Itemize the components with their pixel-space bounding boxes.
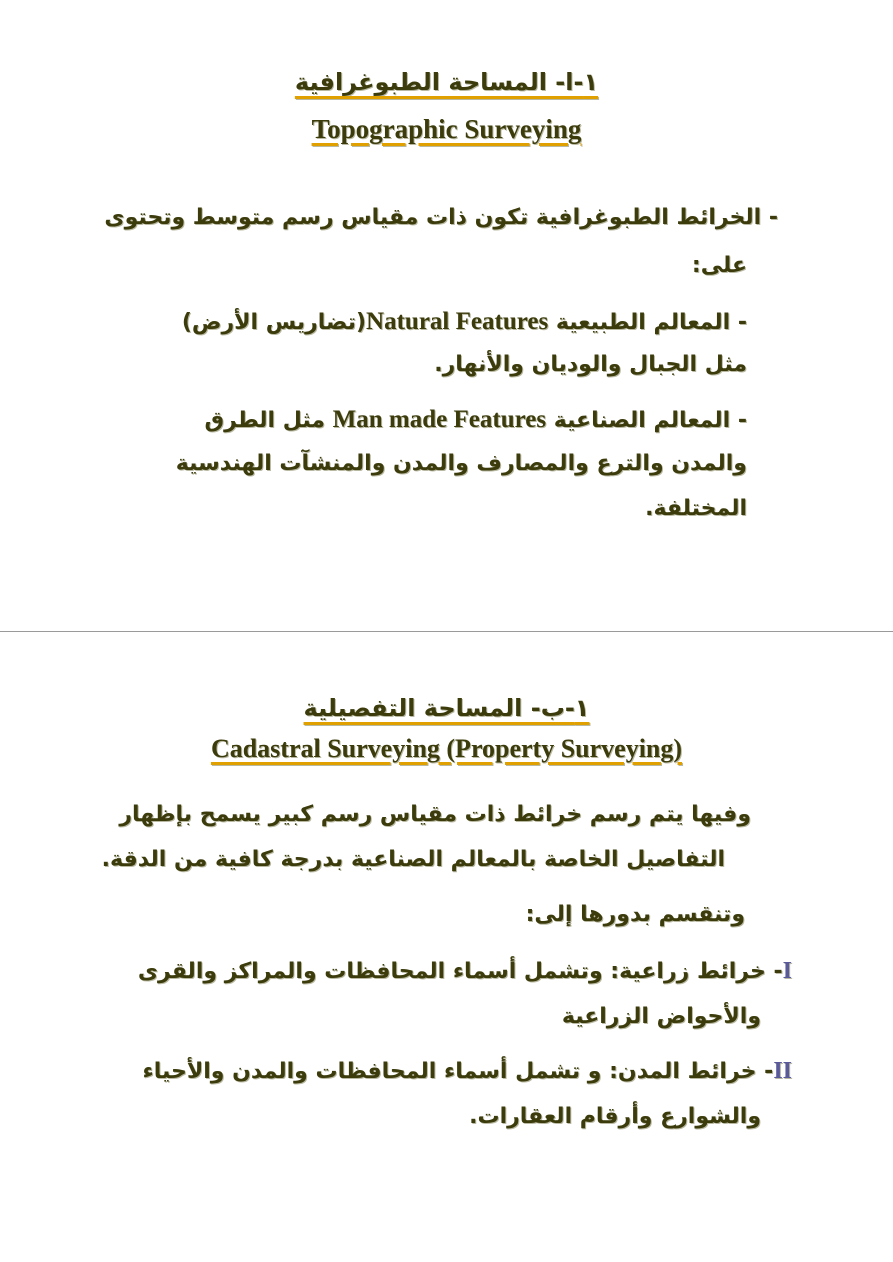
natural-prefix: - المعالم الطبيعية — [548, 310, 747, 335]
slide2-item2-line2: والشوارع وأرقام العقارات. — [469, 1104, 761, 1129]
slide1-natural-features-line1 — [182, 308, 747, 336]
slide2-item2-line1 — [143, 1058, 793, 1085]
title-english-block — [0, 114, 893, 145]
manmade-suffix: مثل الطرق — [204, 408, 333, 433]
slide1-title-arabic: ١-ا- المساحة الطبوغرافية — [294, 68, 599, 96]
slide2-item1-line2: والأحواض الزراعية — [561, 1004, 761, 1029]
slide2-title-arabic: ١-ب- المساحة التفصيلية — [303, 694, 590, 722]
item1-roman-numeral: I — [782, 958, 792, 984]
title-english-block — [0, 734, 893, 764]
slide1-manmade-features-line1 — [205, 406, 747, 434]
slide2-intro-line2: التفاصيل الخاصة بالمعالم الصناعية بدرجة كافية من الدقة. — [101, 847, 725, 872]
natural-suffix: (تضاريس الأرض) — [181, 310, 367, 335]
slide1-manmade-features-line3: المختلفة. — [645, 496, 747, 521]
title-arabic-block — [0, 694, 893, 722]
manmade-features-english: Man made Features — [332, 406, 547, 433]
slide-cadastral — [0, 632, 893, 1262]
item2-text: - خرائط المدن: و تشمل أسماء المحافظات والمدن والأحياء — [142, 1059, 774, 1084]
slide1-title-english: Topographic Surveying — [311, 114, 582, 144]
item1-text: - خرائط زراعية: وتشمل أسماء المحافظات والمراكز والقرى — [137, 959, 783, 984]
slide1-intro-line2: على: — [691, 253, 747, 278]
slide1-intro-line1: - الخرائط الطبوغرافية تكون ذات مقياس رسم متوسط وتحتوى — [104, 205, 778, 230]
slide1-manmade-features-line2: والمدن والترع والمصارف والمدن والمنشآت الهندسية — [175, 451, 747, 476]
slide2-item1-line1 — [138, 958, 792, 985]
natural-features-english: Natural Features — [366, 308, 549, 335]
title-arabic-block — [0, 68, 893, 96]
manmade-prefix: - المعالم الصناعية — [546, 408, 747, 433]
slide1-natural-features-line2: مثل الجبال والوديان والأنهار. — [434, 352, 747, 377]
item2-roman-numeral: II — [773, 1058, 792, 1084]
slide2-title-english: Cadastral Surveying (Property Surveying) — [210, 734, 683, 763]
slide2-division-line: وتنقسم بدورها إلى: — [525, 902, 745, 927]
slide2-intro-line1: وفيها يتم رسم خرائط ذات مقياس رسم كبير يسمح بإظهار — [119, 802, 751, 827]
